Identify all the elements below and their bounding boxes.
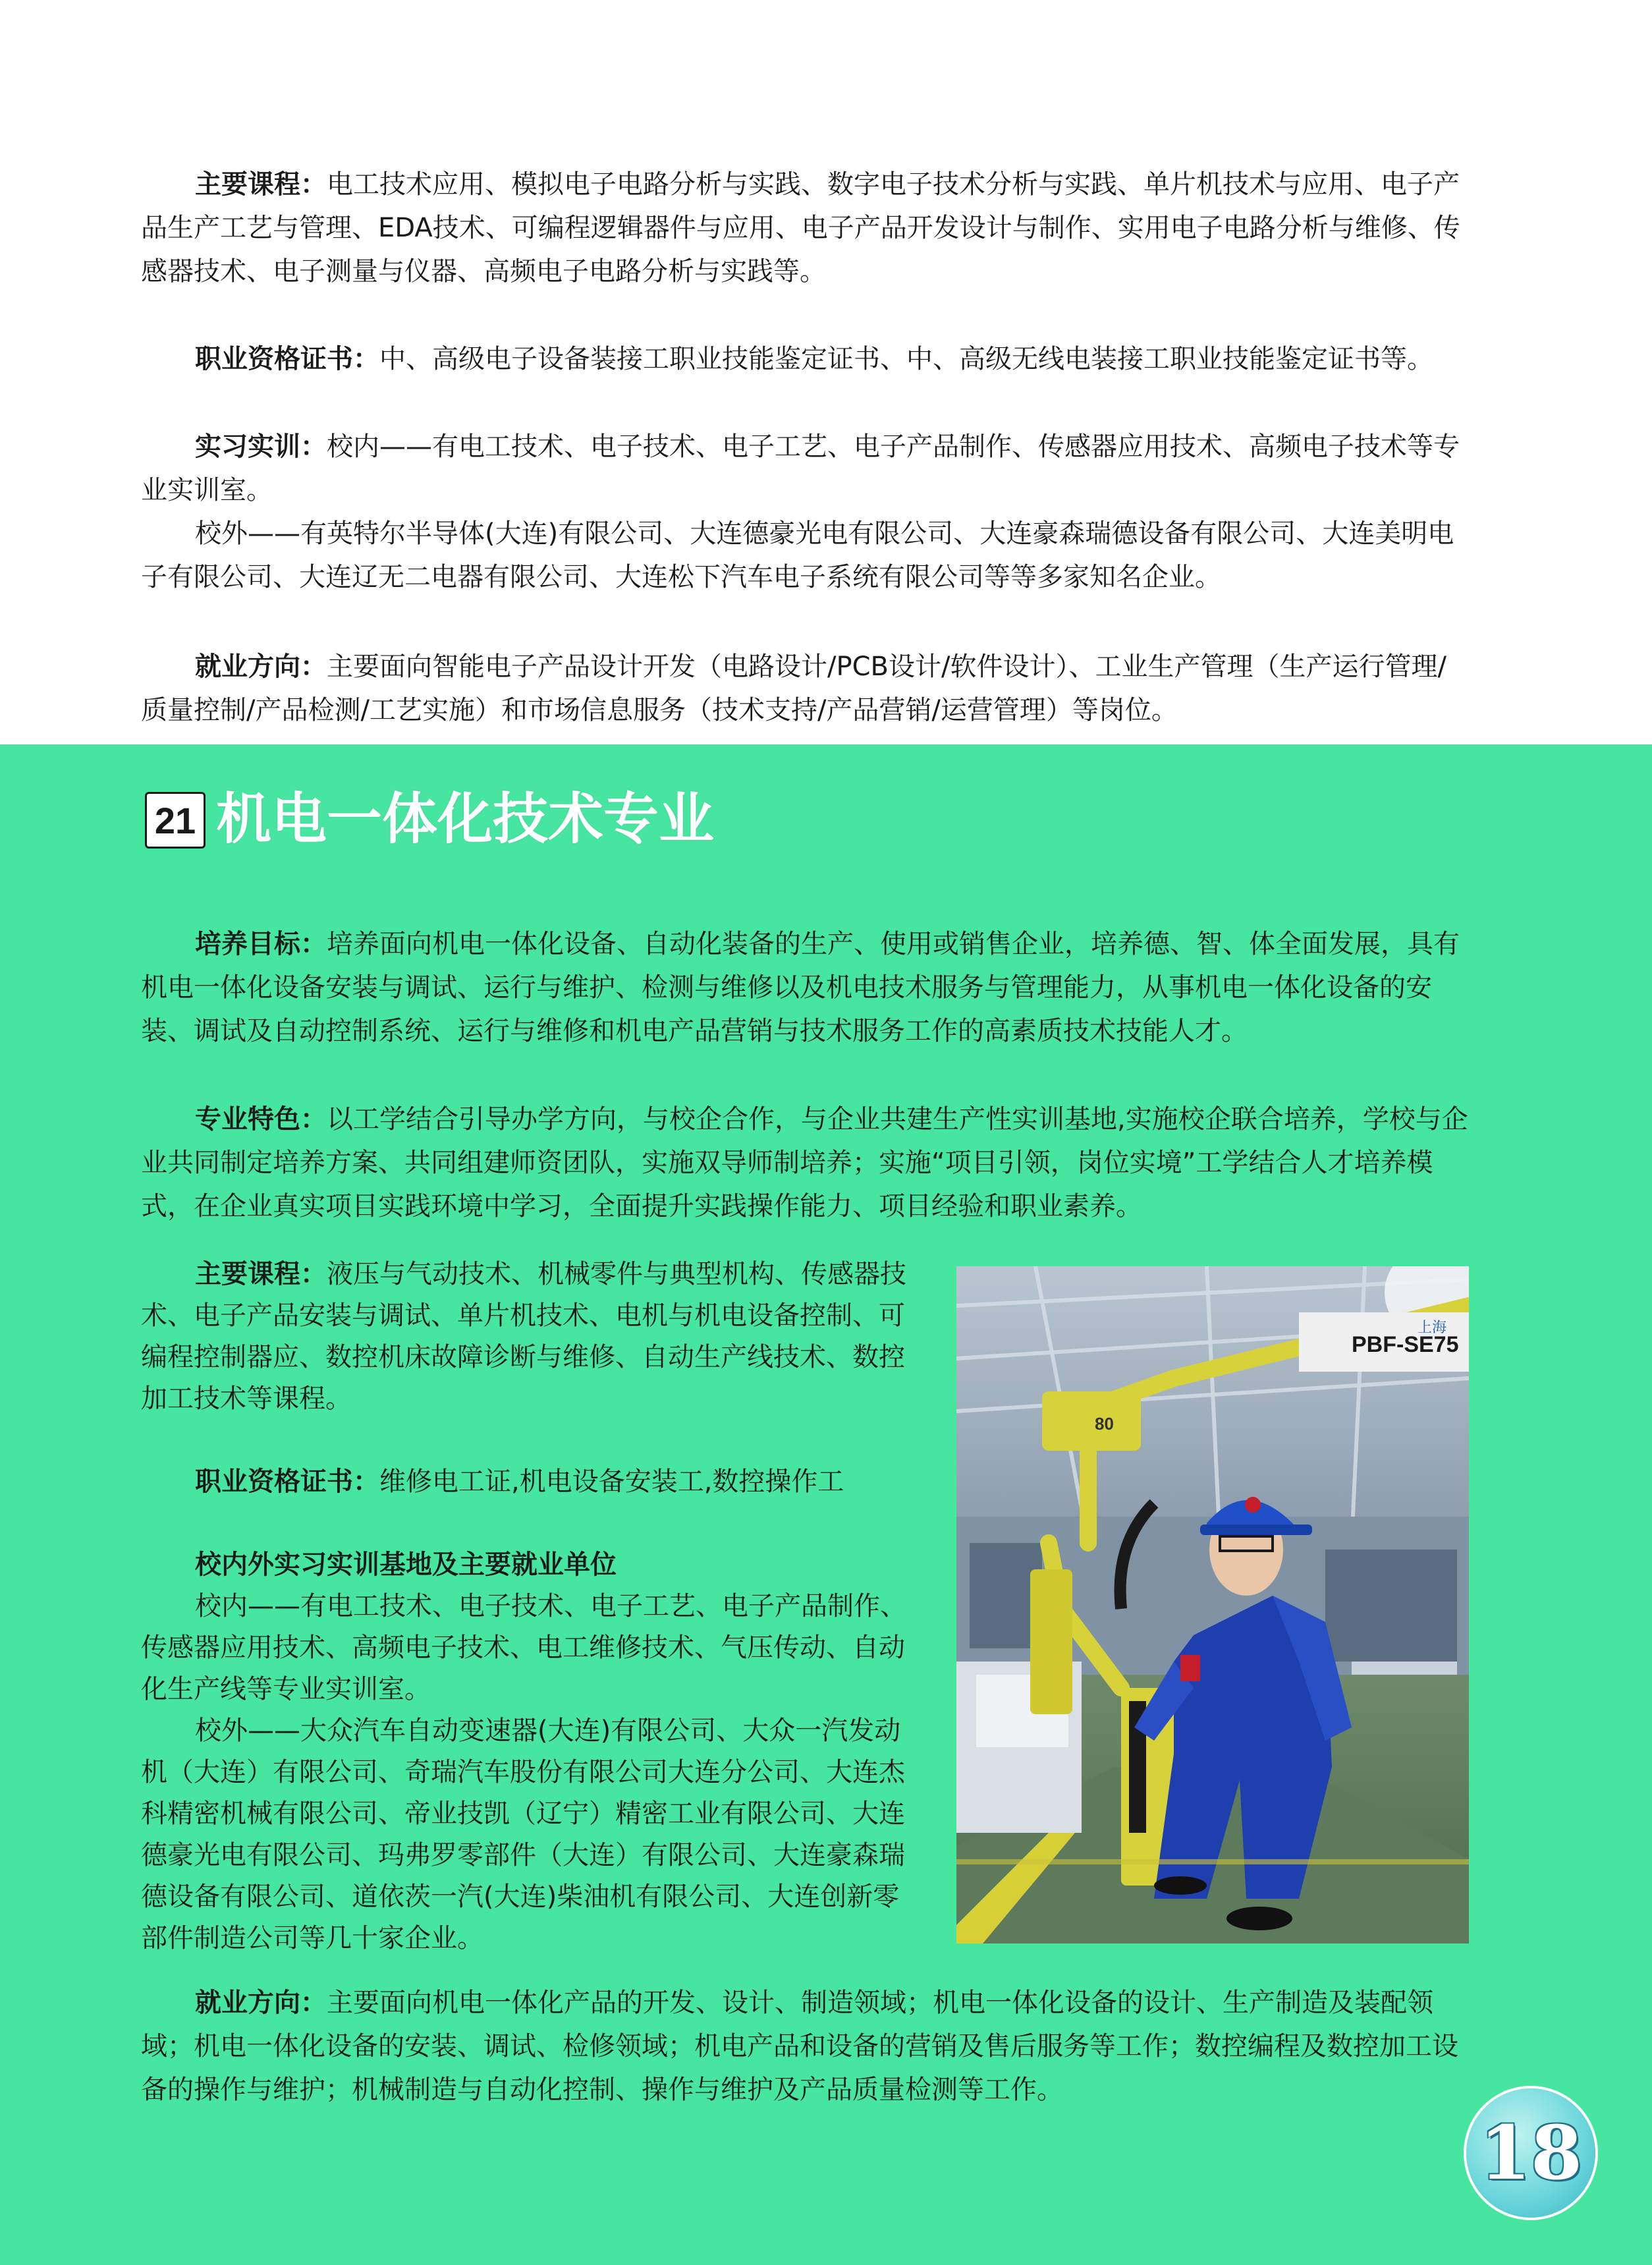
top-certificates-paragraph bbox=[141, 337, 1469, 381]
arm-small-label: 80 bbox=[1095, 1414, 1114, 1434]
top-certificates-label: 职业资格证书： bbox=[195, 344, 379, 374]
goal-text: 培养面向机电一体化设备、自动化装备的生产、使用或销售企业，培养德、智、体全面发展，具有机电一体化设备安装与调试、运行与维护、检测与维修以及机电技术服务与管理能力，从事机电一体化设备的安装、调试及自动控制系统、运行与维修和机电产品营销与技术服务工作的高素质技术技能人才。 bbox=[141, 929, 1460, 1046]
features-text: 以工学结合引导办学方向，与校企合作，与企业共建生产性实训基地,实施校企联合培养，学校与企业共同制定培养方案、共同组建师资团队，实施双导师制培养；实施“项目引领，岗位实境”工学结合人才培养模式，在企业真实项目实践环境中学习，全面提升实践操作能力、项目经验和职业素养。 bbox=[141, 1104, 1468, 1221]
certificates-label: 职业资格证书： bbox=[195, 1467, 379, 1497]
top-certificates-text: 中、高级电子设备装接工职业技能鉴定证书、中、高级无线电装接工职业技能鉴定证书等。 bbox=[379, 344, 1433, 374]
page-number: 18 bbox=[1479, 2110, 1582, 2196]
employment-paragraph bbox=[141, 1981, 1469, 2111]
goal-label: 培养目标： bbox=[195, 929, 327, 959]
top-employment-label: 就业方向： bbox=[195, 652, 327, 682]
top-practice-label: 实习实训： bbox=[195, 432, 327, 462]
courses-text: 液压与气动技术、机械零件与典型机构、传感器技术、电子产品安装与调试、单片机技术、电机与机电设备控制、可编程控制器应、数控机床故障诊断与维修、自动生产线技术、数控加工技术等课程。 bbox=[141, 1259, 906, 1414]
features-label: 专业特色： bbox=[195, 1104, 327, 1134]
section-number-badge: 21 bbox=[145, 792, 206, 849]
top-practice-paragraph bbox=[141, 425, 1469, 512]
top-employment-paragraph bbox=[141, 645, 1469, 732]
employment-text: 主要面向机电一体化产品的开发、设计、制造领域；机电一体化设备的设计、生产制造及装配领域；机电一体化设备的安装、调试、检修领域；机电产品和设备的营销及售后服务等工作；数控编程及数控加工设备的操作与维护；机械制造与自动化控制、操作与维护及产品质量检测等工作。 bbox=[141, 1988, 1458, 2105]
spacer bbox=[141, 1503, 909, 1544]
arm-brand-label: 上海 bbox=[1418, 1320, 1447, 1336]
courses-label: 主要课程： bbox=[195, 1259, 327, 1289]
arm-model-label: PBF-SE75 bbox=[1352, 1332, 1459, 1357]
factory-photo-illustration bbox=[956, 1266, 1469, 1943]
spacer bbox=[141, 1420, 909, 1461]
factory-photo bbox=[956, 1266, 1469, 1943]
bases-heading: 校内外实习实训基地及主要就业单位 bbox=[195, 1550, 617, 1580]
left-column bbox=[141, 1254, 909, 1959]
bases-internal: 校内——有电工技术、电子技术、电子工艺、电子产品制作、传感器应用技术、高频电子技术、电工维修技术、气压传动、自动化生产线等专业实训室。 bbox=[141, 1591, 906, 1704]
top-practice-text: 校内——有电工技术、电子技术、电子工艺、电子产品制作、传感器应用技术、高频电子技术等专业实训室。 bbox=[141, 432, 1460, 505]
top-practice-external: 校外——有英特尔半导体(大连)有限公司、大连德豪光电有限公司、大连豪森瑞德设备有限公司、大连美明电子有限公司、大连辽无二电器有限公司、大连松下汽车电子系统有限公司等等多家知名企业。 bbox=[141, 518, 1454, 592]
bases-external: 校外——大众汽车自动变速器(大连)有限公司、大众一汽发动机（大连）有限公司、奇瑞汽车股份有限公司大连分公司、大连杰科精密机械有限公司、帝业技凯（辽宁）精密工业有限公司、大连德豪光电有限公司、玛弗罗零部件（大连）有限公司、大连豪森瑞德设备有限公司、道依茨一汽(大连)柴油机有限公司、大连创新零部件制造公司等几十家企业。 bbox=[141, 1716, 905, 1953]
top-courses-text: 电工技术应用、模拟电子电路分析与实践、数字电子技术分析与实践、单片机技术与应用、电子产品生产工艺与管理、EDA技术、可编程逻辑器件与应用、电子产品开发设计与制作、实用电子电路分析与维修、传感器技术、电子测量与仪器、高频电子电路分析与实践等。 bbox=[141, 169, 1460, 287]
courses-paragraph bbox=[141, 1254, 909, 1420]
page-number-badge bbox=[1466, 2088, 1595, 2218]
top-courses-label: 主要课程： bbox=[195, 169, 327, 200]
goal-paragraph bbox=[141, 922, 1469, 1053]
certificates-text: 维修电工证,机电设备安装工,数控操作工 bbox=[379, 1467, 844, 1497]
features-paragraph bbox=[141, 1098, 1469, 1228]
top-courses-paragraph bbox=[141, 163, 1469, 293]
employment-label: 就业方向： bbox=[195, 1988, 327, 2018]
certificates-paragraph bbox=[141, 1461, 909, 1503]
top-employment-text: 主要面向智能电子产品设计开发（电路设计/PCB设计/软件设计）、工业生产管理（生产运行管理/质量控制/产品检测/工艺实施）和市场信息服务（技术支持/产品营销/运营管理）等岗位。 bbox=[141, 652, 1446, 725]
section-title: 机电一体化技术专业 bbox=[216, 787, 715, 851]
